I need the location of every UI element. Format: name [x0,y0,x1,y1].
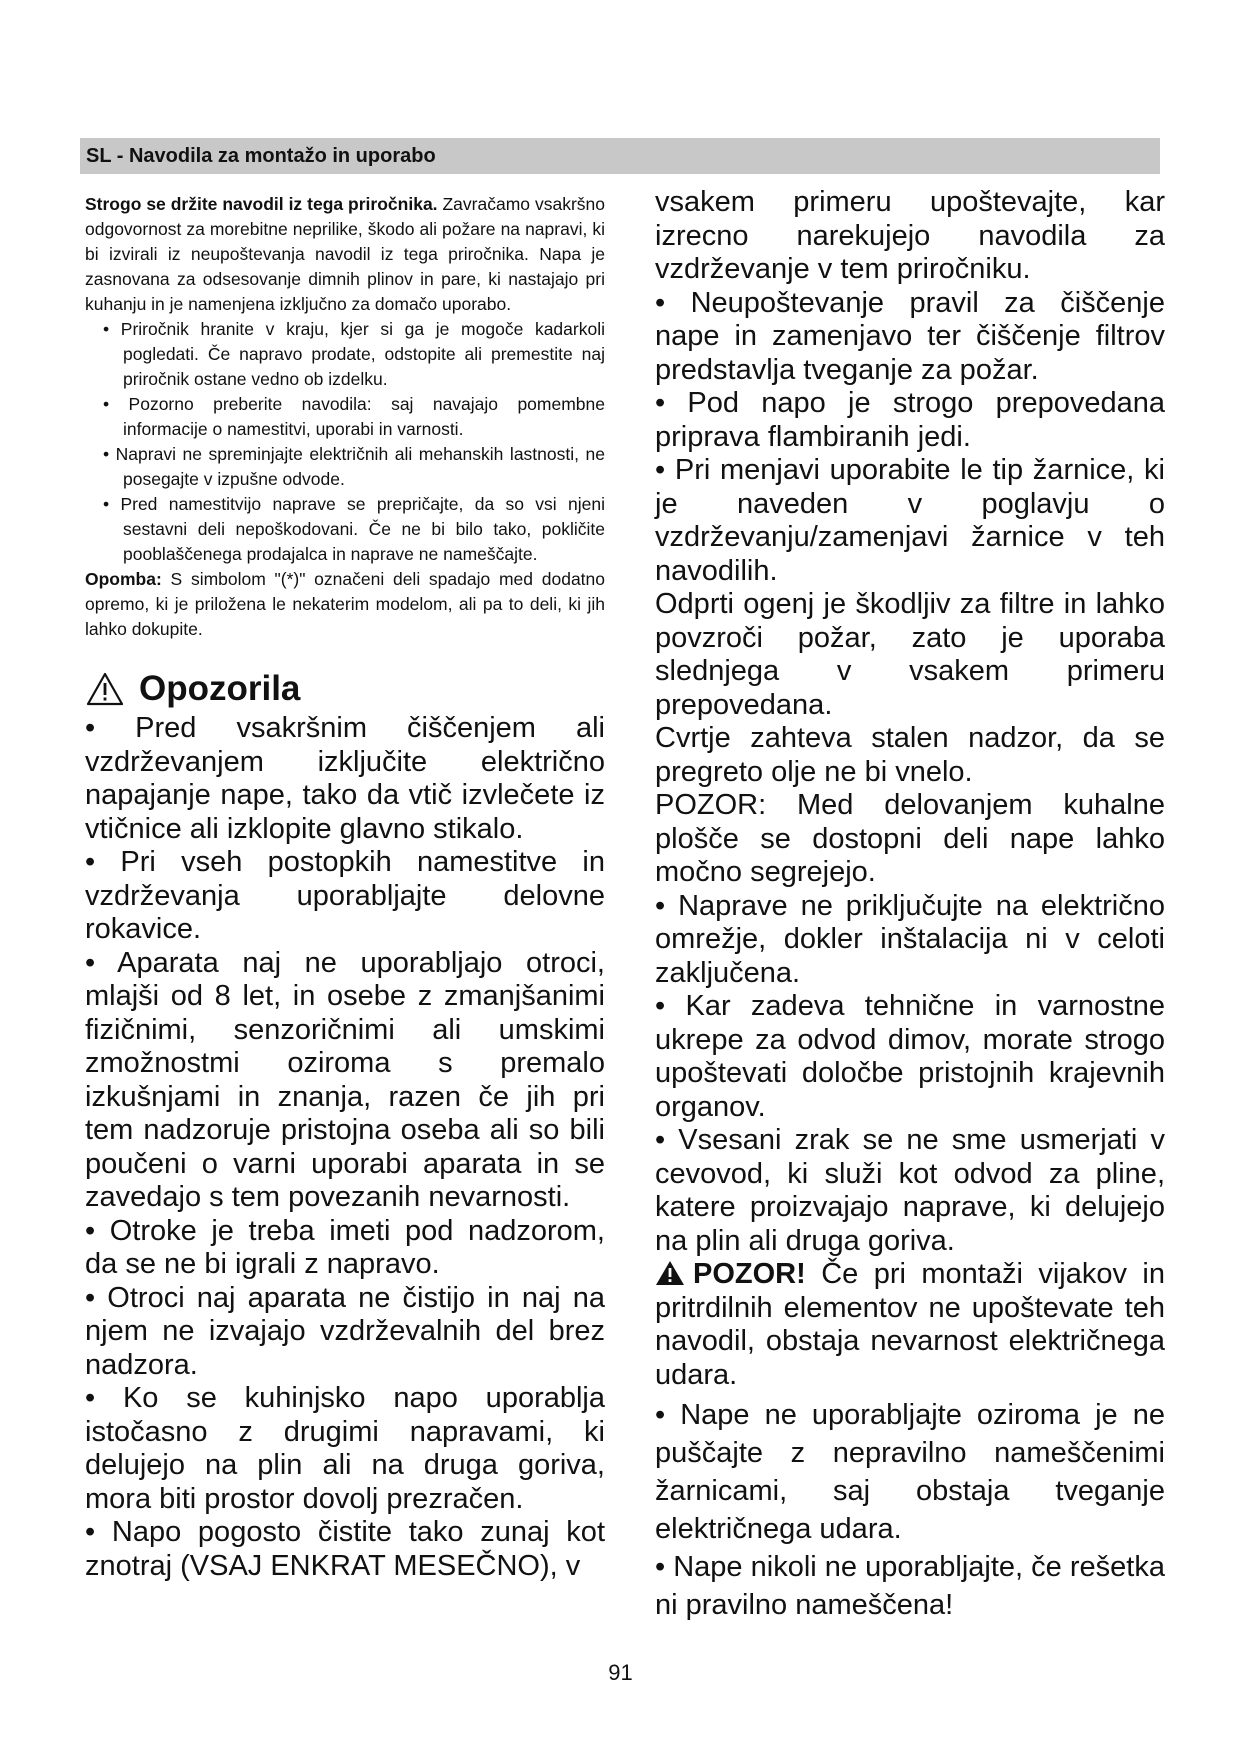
right-column [655,186,1165,1624]
warning-paragraph: • Ko se kuhinjsko napo uporablja istočasno z drugimi napravami, ki delujejo na plin ali na druga goriva, mora biti prostor dovolj prezračen. [85,1382,605,1515]
pozor-paragraph [655,1258,1165,1392]
warnings-heading [85,666,605,712]
warning-paragraph: Cvrtje zahteva stalen nadzor, da se pregreto olje ne bi vnelo. [655,722,1165,788]
warning-paragraph: vsakem primeru upoštevajte, kar izrecno narekujejo navodila za vzdrževanje v tem priročniku. [655,186,1165,285]
warning-paragraph: • Pri menjavi uporabite le tip žarnice, ki je naveden v poglavju o vzdrževanju/zamenjavi žarnice v teh navodilih. [655,454,1165,587]
warning-paragraph: • Napo pogosto čistite tako zunaj kot znotraj (VSAJ ENKRAT MESEČNO), v [85,1516,605,1582]
warning-paragraph: • Vsesani zrak se ne sme usmerjati v cevovod, ki služi kot odvod za pline, katere proizvajajo naprave, ki delujejo na plin ali druga goriva. [655,1124,1165,1257]
intro-lead-rest: Zavračamo vsakršno odgovornost za morebitne neprilike, škodo ali požare na napravi, ki bi izvirali iz neupoštevanja navodil iz tega priročnika. Napa je zasnovana za odsesovanje dimnih plinov in pare, ki nastajajo pri kuhanju in je namenjena izključno za domačo uporabo. [85,194,605,314]
left-column [85,192,605,1583]
intro-paragraph [85,192,605,317]
warning-paragraph: POZOR: Med delovanjem kuhalne plošče se dostopni deli nape lahko močno segrejejo. [655,789,1165,888]
section-title: SL - Navodila za montažo in uporabo [86,144,436,167]
warning-paragraph: • Nape nikoli ne uporabljajte, če rešetka ni pravilno nameščena! [655,1551,1165,1621]
note-text: S simbolom "(*)" označeni deli spadajo med dodatno opremo, ki je priložena le nekaterim modelom, ali pa to deli, ki jih lahko dokupite. [85,569,605,639]
warning-paragraph: • Otroke je treba imeti pod nadzorom, da se ne bi igrali z napravo. [85,1214,605,1280]
warning-paragraph: • Nape ne uporabljajte oziroma je ne puščajte z nepravilno nameščenimi žarnicami, saj obstaja tveganje električnega udara. [655,1399,1165,1545]
note-paragraph [85,567,605,642]
pozor-text: Če pri montaži vijakov in pritrdilnih elementov ne upoštevate teh navodil, obstaja nevarnost električnega udara. [655,1258,1165,1391]
intro-lead-bold: Strogo se držite navodil iz tega priročnika. [85,194,438,214]
warnings-left-block [85,712,605,1583]
warning-paragraph: Odprti ogenj je škodljiv za filtre in lahko povzroči požar, zato je uporaba slednjega v vsakem primeru prepovedana. [655,588,1165,721]
page-number: 91 [608,1660,633,1685]
intro-bullet: • Priročnik hranite v kraju, kjer si ga je mogoče kadarkoli pogledati. Če napravo prodate, odstopite ali premestite naj priročnik ostane vedno ob izdelku. [103,319,605,389]
warning-paragraph: • Pred vsakršnim čiščenjem ali vzdrževanjem izključite električno napajanje nape, tako da vtič izvlečete iz vtičnice ali izklopite glavno stikalo. [85,712,605,845]
warnings-right-block [655,186,1165,1624]
warning-paragraph: • Otroci naj aparata ne čistijo in naj na njem ne izvajajo vzdrževalnih del brez nadzora. [85,1281,605,1381]
intro-bullet: • Napravi ne spreminjajte električnih ali mehanskih lastnosti, ne posegajte v izpušne odvode. [103,444,605,489]
warning-triangle-icon [85,671,125,707]
warning-filled-icon [655,1260,685,1286]
warning-paragraph: • Naprave ne priključujte na električno omrežje, dokler inštalacija ni v celoti zaključena. [655,889,1165,989]
section-header [80,138,1160,174]
intro-bullet: • Pozorno preberite navodila: saj navajajo pomembne informacije o namestitvi, uporabi in varnosti. [103,394,605,439]
warning-paragraph: • Kar zadeva tehnične in varnostne ukrepe za odvod dimov, morate strogo upoštevati določbe pristojnih krajevnih organov. [655,990,1165,1123]
warning-paragraph: • Neupoštevanje pravil za čiščenje nape in zamenjavo ter čiščenje filtrov predstavlja tveganje za požar. [655,286,1165,386]
warning-paragraph: • Pod napo je strogo prepovedana priprava flambiranih jedi. [655,387,1165,453]
pozor-label: POZOR! [693,1258,806,1290]
intro-bullet: • Pred namestitvijo naprave se prepričajte, da so vsi njeni sestavni deli nepoškodovani. Če ne bi bilo tako, pokličite pooblaščenega prodajalca in naprave ne nameščajte. [103,494,605,564]
warning-paragraph: • Pri vseh postopkih namestitve in vzdrževanja uporabljajte delovne rokavice. [85,846,605,945]
warnings-title: Opozorila [139,669,301,708]
intro-block [85,192,605,642]
warning-paragraph: • Aparata naj ne uporabljajo otroci, mlajši od 8 let, in osebe z zmanjšanimi fizičnimi, senzoričnimi ali umskimi zmožnostmi oziroma s premalo izkušnjami in znanja, razen če jih pri tem nadzoruje pristojna oseba ali so bili poučeni o varni uporabi aparata in se zavedajo s tem povezanih nevarnosti. [85,946,605,1213]
note-label: Opomba: [85,569,162,589]
